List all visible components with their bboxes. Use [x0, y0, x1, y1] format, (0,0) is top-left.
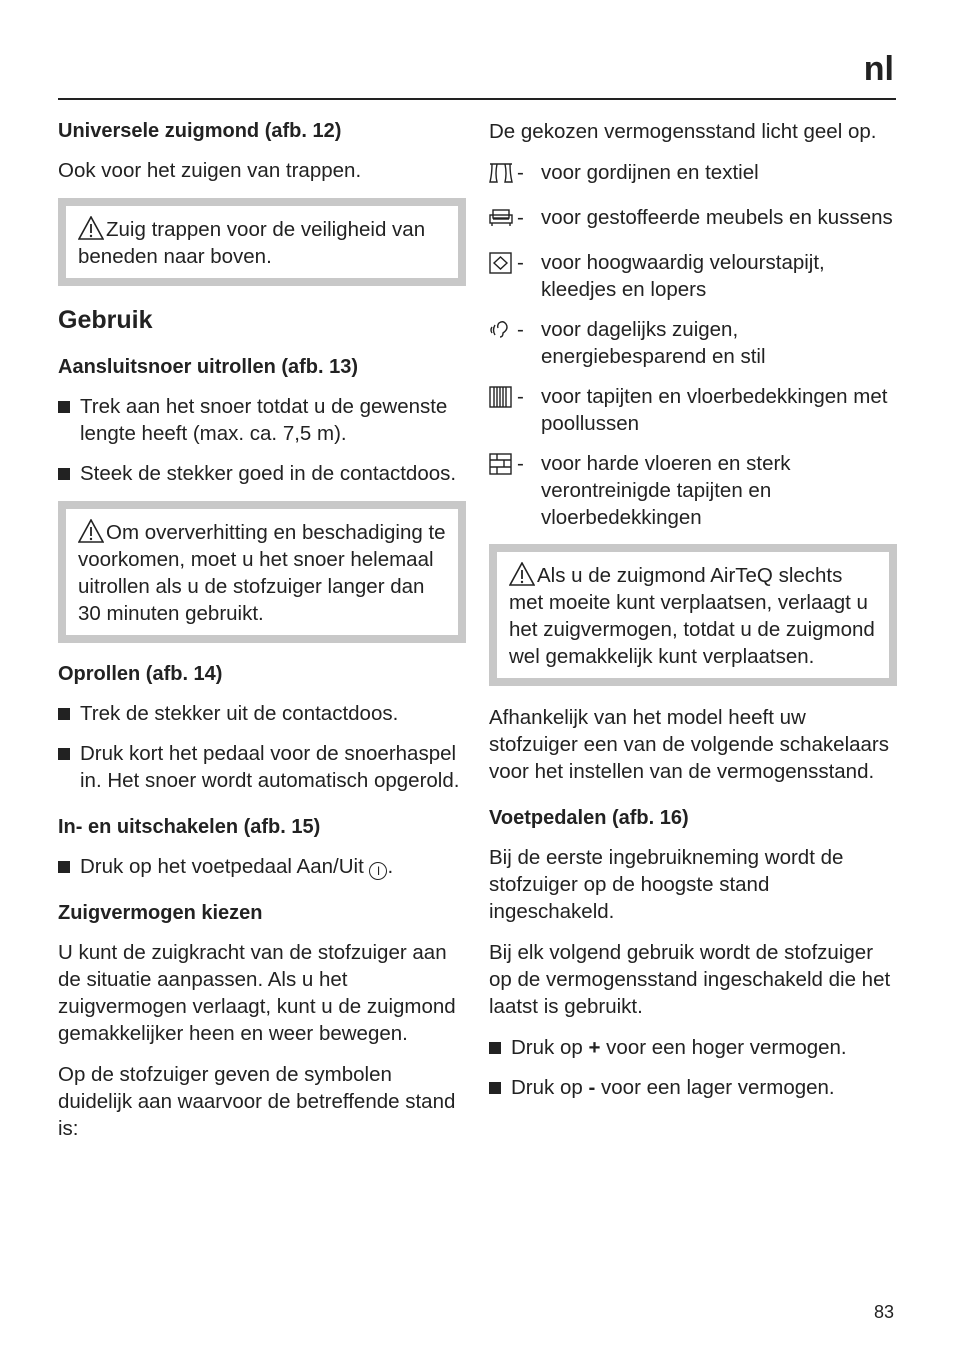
- paragraph-elk: Bij elk volgend gebruik wordt de stofzuiger op de vermogensstand ingeschakeld die het laatst is gebruikt.: [489, 941, 891, 1018]
- paragraph-symbolen: Op de stofzuiger geven de symbolen duidelijk aan waarvoor de betreffende stand is:: [58, 1063, 456, 1140]
- list-oprollen: [58, 700, 466, 794]
- symbol-dash: -: [517, 318, 524, 341]
- plus-symbol: +: [588, 1036, 601, 1059]
- symbol-dash: -: [517, 385, 524, 408]
- velour-carpet-icon: [489, 249, 517, 303]
- heading-oprollen: Oprollen (afb. 14): [58, 663, 223, 685]
- symbol-row-velour: [489, 249, 897, 303]
- text-fragment: Druk op: [511, 1036, 583, 1059]
- right-column: [489, 118, 897, 1115]
- text-fragment: Druk op: [511, 1076, 583, 1099]
- power-icon: I: [369, 862, 387, 880]
- warning-icon: [78, 216, 104, 240]
- paragraph-afhankelijk: Afhankelijk van het model heeft uw stofzuiger een van de volgende schakelaars voor het instellen van de vermogensstand.: [489, 706, 890, 783]
- list-item: [58, 853, 466, 880]
- list-item: Steek de stekker goed in de contactdoos.: [58, 460, 466, 487]
- heading-universele-zuigmond: Universele zuigmond (afb. 12): [58, 120, 342, 142]
- loop-carpet-icon: [489, 383, 517, 437]
- list-aansluitsnoer: [58, 393, 466, 487]
- page-number: 83: [873, 1302, 894, 1322]
- warning-text: Om oververhitting en beschadiging te voorkomen, moet u het snoer helemaal uitrollen als u de stofzuiger langer dan 30 minuten gebruikt.: [78, 521, 446, 625]
- left-column: [58, 118, 466, 1156]
- warning-box-trappen: [58, 198, 466, 286]
- symbol-description: voor tapijten en vloerbedekkingen met poollussen: [541, 385, 888, 435]
- symbol-dash: -: [517, 206, 524, 229]
- heading-zuigvermogen: Zuigvermogen kiezen: [58, 902, 263, 924]
- language-code: nl: [863, 50, 894, 88]
- sofa-icon: [489, 204, 517, 236]
- warning-text: Als u de zuigmond AirTeQ slechts met moeite kunt verplaatsen, verlaagt u het zuigvermogen, totdat u de zuigmond wel gemakkelijk kunt verplaatsen.: [509, 564, 875, 668]
- symbol-row-quiet: [489, 316, 897, 370]
- minus-symbol: -: [588, 1076, 596, 1099]
- list-in-uitschakelen: [58, 853, 466, 880]
- heading-voetpedalen: Voetpedalen (afb. 16): [489, 807, 689, 829]
- warning-icon: [78, 519, 104, 543]
- symbol-description: voor gordijnen en textiel: [541, 161, 759, 184]
- symbol-description: voor hoogwaardig velourstapijt, kleedjes en lopers: [541, 251, 825, 301]
- curtain-icon: [489, 159, 517, 191]
- warning-text: Zuig trappen voor de veiligheid van beneden naar boven.: [78, 218, 426, 268]
- warning-box-oververhitting: [58, 501, 466, 643]
- paragraph-zuigkracht: U kunt de zuigkracht van de stofzuiger aan de situatie aanpassen. Als u het zuigvermogen verlaagt, kunt u de zuigmond gemakkelijker heen en weer bewegen.: [58, 941, 456, 1045]
- symbol-dash: -: [517, 161, 524, 184]
- heading-aansluitsnoer: Aansluitsnoer uitrollen (afb. 13): [58, 356, 359, 378]
- header-rule: [58, 98, 896, 100]
- text-fragment: Druk op het voetpedaal Aan/Uit: [80, 855, 364, 878]
- paragraph-eerste: Bij de eerste ingebruikneming wordt de stofzuiger op de hoogste stand ingeschakeld.: [489, 846, 844, 923]
- symbol-description: voor dagelijks zuigen, energiebesparend en stil: [541, 318, 766, 368]
- list-item: Trek aan het snoer totdat u de gewenste lengte heeft (max. ca. 7,5 m).: [58, 393, 466, 447]
- symbol-dash: -: [517, 251, 524, 274]
- warning-icon: [509, 562, 535, 586]
- list-item: [489, 1074, 897, 1101]
- symbol-description: voor gestoffeerde meubels en kussens: [541, 206, 893, 229]
- list-item: Trek de stekker uit de contactdoos.: [58, 700, 466, 727]
- symbol-row-loop-carpet: [489, 383, 897, 437]
- section-title-gebruik: Gebruik: [58, 306, 153, 334]
- list-vermogen: [489, 1034, 897, 1101]
- symbol-row-sofa: [489, 204, 897, 236]
- symbol-row-curtain: [489, 159, 897, 191]
- list-item: Druk kort het pedaal voor de snoerhaspel in. Het snoer wordt automatisch opgerold.: [58, 740, 466, 794]
- text-fragment: voor een lager vermogen.: [601, 1076, 835, 1099]
- text-fragment: .: [387, 855, 394, 878]
- quiet-ear-icon: [489, 316, 517, 370]
- symbol-row-hard-floor: [489, 450, 897, 531]
- list-item: [489, 1034, 897, 1061]
- symbol-description: voor harde vloeren en sterk verontreinigde tapijten en vloerbedekkingen: [541, 452, 791, 529]
- text-fragment: voor een hoger vermogen.: [606, 1036, 847, 1059]
- hard-floor-icon: [489, 450, 517, 531]
- warning-box-airteq: [489, 544, 897, 686]
- symbol-dash: -: [517, 452, 524, 475]
- heading-in-uitschakelen: In- en uitschakelen (afb. 15): [58, 816, 321, 838]
- paragraph-geel: De gekozen vermogensstand licht geel op.: [489, 120, 877, 143]
- paragraph-trappen: Ook voor het zuigen van trappen.: [58, 159, 362, 182]
